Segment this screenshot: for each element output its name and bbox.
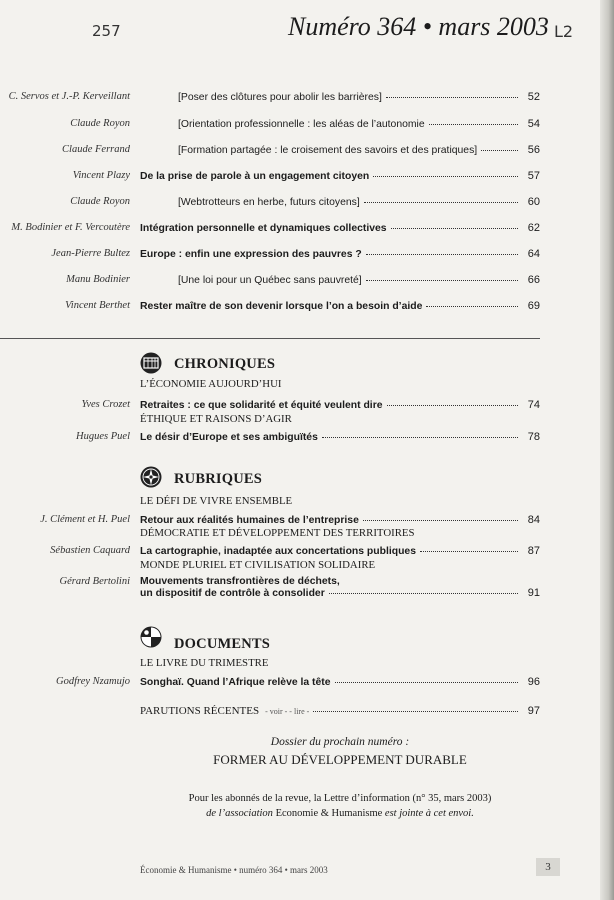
entry-title: Songhaï. Quand l’Afrique relève la tête: [140, 677, 331, 688]
leader-dots: [420, 551, 518, 552]
rubriques-heading: RUBRIQUES: [174, 471, 263, 487]
page-number: 84: [527, 514, 540, 526]
page-number: 87: [527, 545, 540, 557]
parutions-extra: - voir - - lire -: [265, 707, 310, 716]
entry-title: Rester maître de son devenir lorsque l’on a besoin d’aide: [140, 301, 423, 312]
leader-dots: [335, 682, 518, 683]
leader-dots: [386, 97, 518, 98]
leader-dots: [391, 228, 518, 229]
leader-dots: [313, 711, 518, 712]
toc-entry[interactable]: [140, 676, 540, 688]
author: Godfrey Nzamujo: [56, 676, 130, 687]
toc-entry[interactable]: [140, 248, 540, 260]
compass-icon: [140, 466, 162, 488]
section-subtitle: L’ÉCONOMIE AUJOURD’HUI: [140, 378, 282, 390]
page-number: 56: [527, 144, 540, 156]
toc-entry[interactable]: [140, 222, 540, 234]
section-subtitle: MONDE PLURIEL ET CIVILISATION SOLIDAIRE: [140, 559, 376, 571]
page-number: 97: [527, 705, 540, 717]
entry-line2: [140, 587, 540, 599]
author: Sébastien Caquard: [50, 545, 130, 556]
author: M. Bodinier et F. Vercoutère: [11, 222, 130, 233]
leader-dots: [481, 150, 518, 151]
page-number: 57: [527, 170, 540, 182]
footer-text: Économie & Humanisme • numéro 364 • mars 2003: [140, 865, 328, 875]
leader-dots: [364, 202, 518, 203]
page-number: 60: [527, 196, 540, 208]
entry-title: [Poser des clôtures pour abolir les barrières]: [178, 92, 382, 103]
author: Vincent Plazy: [72, 170, 130, 181]
entry-title-line1: Mouvements transfrontières de déchets,: [140, 576, 340, 587]
section-divider: [0, 338, 540, 339]
author: Hugues Puel: [76, 431, 130, 442]
documents-icon: [140, 626, 162, 648]
author: Vincent Berthet: [65, 300, 130, 311]
author: Claude Royon: [70, 118, 130, 129]
chroniques-heading: CHRONIQUES: [174, 356, 276, 372]
entry-title: Intégration personnelle et dynamiques collectives: [140, 223, 387, 234]
leader-dots: [363, 520, 518, 521]
chroniques-icon: [140, 352, 162, 374]
toc-entry[interactable]: [140, 300, 540, 312]
page-number: 54: [527, 118, 540, 130]
next-issue-label: Dossier du prochain numéro :: [270, 736, 410, 748]
issue-header: Numéro 364 • mars 2003: [288, 12, 549, 41]
page-edge-shadow: [600, 0, 614, 900]
author: Yves Crozet: [81, 399, 130, 410]
leader-dots: [366, 280, 518, 281]
entry-title: Le désir d’Europe et ses ambiguïtés: [140, 432, 318, 443]
entry-title: [Orientation professionnelle : les aléas de l’autonomie: [178, 119, 425, 130]
page-number: 69: [527, 300, 540, 312]
section-subtitle: DÉMOCRATIE ET DÉVELOPPEMENT DES TERRITOIRES: [140, 527, 415, 539]
page-number: 66: [527, 274, 540, 286]
leader-dots: [366, 254, 518, 255]
notice-org: Economie & Humanisme: [275, 808, 383, 819]
author: Claude Ferrand: [62, 144, 130, 155]
section-subtitle: LE LIVRE DU TRIMESTRE: [140, 657, 269, 669]
leader-dots: [329, 593, 518, 594]
entry-title: [Webtrotteurs en herbe, futurs citoyens]: [178, 197, 360, 208]
toc-entry[interactable]: [140, 545, 540, 557]
page-number-box: 3: [536, 858, 560, 876]
entry-title: La cartographie, inadaptée aux concertations publiques: [140, 546, 416, 557]
entry-title-line2: un dispositif de contrôle à consolider: [140, 588, 325, 599]
entry-title: [Une loi pour un Québec sans pauvreté]: [178, 275, 362, 286]
notice-text-c: est jointe à cet envoi.: [384, 808, 474, 819]
notice-line2: [140, 808, 540, 819]
toc-entry[interactable]: [178, 144, 540, 156]
entry-title: Europe : enfin une expression des pauvres ?: [140, 249, 362, 260]
toc-entry[interactable]: [140, 431, 540, 443]
parutions-label: PARUTIONS RÉCENTES: [140, 705, 260, 717]
page-number: 91: [527, 587, 540, 599]
documents-heading: DOCUMENTS: [174, 636, 271, 652]
leader-dots: [426, 306, 518, 307]
toc-entry[interactable]: [140, 399, 540, 411]
page-number: 62: [527, 222, 540, 234]
page-number: 74: [527, 399, 540, 411]
toc-entry[interactable]: [178, 274, 540, 286]
author: Jean-Pierre Bultez: [51, 248, 130, 259]
handwritten-note-left: 257: [92, 22, 121, 40]
page-number: 96: [527, 676, 540, 688]
toc-entry[interactable]: [140, 170, 540, 182]
parutions-entry[interactable]: [140, 705, 540, 717]
page-number: 78: [527, 431, 540, 443]
entry-title: De la prise de parole à un engagement citoyen: [140, 171, 370, 182]
author: Gérard Bertolini: [59, 576, 130, 587]
toc-entry-multiline[interactable]: [140, 576, 540, 599]
leader-dots: [429, 124, 518, 125]
page-number: 52: [527, 91, 540, 103]
author: Manu Bodinier: [66, 274, 130, 285]
section-subtitle: ÉTHIQUE ET RAISONS D’AGIR: [140, 413, 292, 425]
toc-entry[interactable]: [140, 514, 540, 526]
author: J. Clément et H. Puel: [40, 514, 130, 525]
section-subtitle: LE DÉFI DE VIVRE ENSEMBLE: [140, 495, 293, 507]
leader-dots: [373, 176, 518, 177]
author: Claude Royon: [70, 196, 130, 207]
handwritten-note-right: L2: [554, 22, 574, 41]
page-number: 64: [527, 248, 540, 260]
entry-title: Retraites : ce que solidarité et équité veulent dire: [140, 400, 383, 411]
toc-entry[interactable]: [178, 118, 540, 130]
leader-dots: [322, 437, 518, 438]
entry-title: Retour aux réalités humaines de l’entreprise: [140, 515, 359, 526]
notice-text-a: de l’association: [206, 808, 273, 819]
leader-dots: [387, 405, 518, 406]
notice-line1: Pour les abonnés de la revue, la Lettre d’information (n° 35, mars 2003): [188, 793, 492, 804]
entry-title: [Formation partagée : le croisement des savoirs et des pratiques]: [178, 145, 478, 156]
next-issue-title: FORMER AU DÉVELOPPEMENT DURABLE: [213, 752, 467, 767]
toc-entry[interactable]: [178, 91, 540, 103]
toc-entry[interactable]: [178, 196, 540, 208]
author: C. Servos et J.-P. Kerveillant: [8, 91, 130, 102]
